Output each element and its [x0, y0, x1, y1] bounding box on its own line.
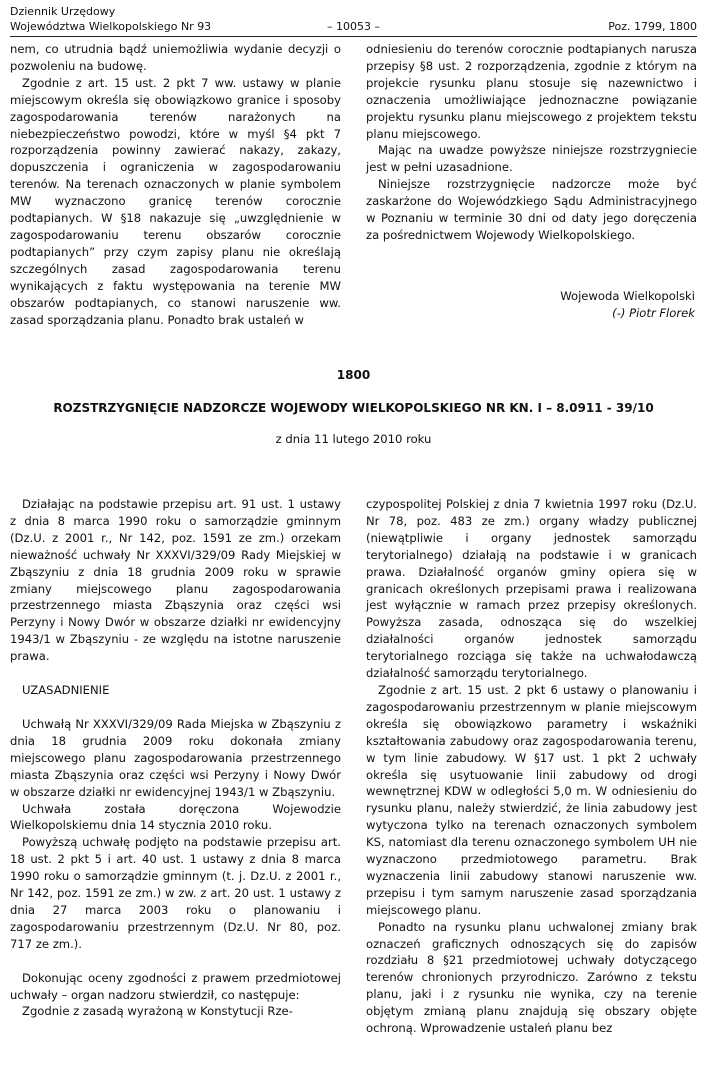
- act-title: ROZSTRZYGNIĘCIE NADZORCZE WOJEWODY WIELKOPOLSKIEGO NR KN. I – 8.0911 - 39/10: [53, 401, 654, 415]
- paragraph: Powyższą uchwałę podjęto na podstawie przepisu art. 18 ust. 2 pkt 5 i art. 40 ust. 1 ustawy z dnia 8 marca 1990 roku o samorządzie gminnym (t. j. Dz.U. z 2001 r., Nr 142, poz. 1591 ze zm.) w zw. z art. 20 ust. 1 ustawy z dnia 27 marca 2003 roku o planowaniu i zagospodarowaniu przestrzennym (Dz.U. Nr 80, poz. 717 ze zm.).: [10, 835, 341, 951]
- paragraph: Zgodnie z zasadą wyrażoną w Konstytucji Rze-: [22, 1004, 293, 1019]
- paragraph: Dokonując oceny zgodności z prawem przedmiotowej uchwały – organ nadzoru stwierdził, co następuje:: [10, 970, 341, 1002]
- signature-block: [395, 288, 695, 322]
- paragraph: Działając na podstawie przepisu art. 91 ust. 1 ustawy z dnia 8 marca 1990 roku o samorządzie gminnym (Dz.U. z 2001 r., Nr 142, poz. 1591 ze zm.) orzekam nieważność uchwały Nr XXXVI/329/09 Rady Miejskiej w Zbąszyniu z dnia 18 grudnia 2009 roku w sprawie zmiany miejscowego planu zagospodarowania przestrzennego miasta Zbąszynia oraz części wsi Perzyny i Nowy Dwór w obszarze działki nr ewidencyjny 1943/1 w Zbąszyniu - ze względu na istotne naruszenie prawa.: [10, 497, 341, 664]
- position-number: Poz. 1799, 1800: [608, 20, 697, 33]
- paragraph: Ponadto na rysunku planu uchwalonej zmiany brak oznaczeń graficznych odnoszących się do zapisów rozdziału 8 §21 przedmiotowej uchwały dotyczącego terenów chronionych przyrodniczo. Zarówno z tekstu planu, jaki i z rysunku nie wynika, czy na terenie objętym zmianą planu znajdują się obszary objęte ochroną. Wprowadzenie ustaleń planu bez: [366, 919, 697, 1036]
- spacer: [10, 665, 341, 682]
- page-number: – 10053 –: [327, 20, 380, 33]
- signature-name: (-) Piotr Florek: [612, 305, 695, 320]
- paragraph: Uchwała została doręczona Wojewodzie Wielkopolskiemu dnia 14 stycznia 2010 roku.: [10, 801, 341, 833]
- spacer: [10, 699, 341, 716]
- paragraph: nem, co utrudnia bądź uniemożliwia wydanie decyzji o pozwoleniu na budowę.: [10, 42, 341, 73]
- act-date: z dnia 11 lutego 2010 roku: [275, 432, 432, 446]
- act-number: 1800: [336, 368, 371, 382]
- paragraph: Zgodnie z art. 15 ust. 2 pkt 7 ww. ustawy w planie miejscowym określa się obowiązkowo granice i sposoby zagospodarowania terenów narażonych na niebezpieczeństwo powodzi, które w myśl §4 pkt 7 rozporządzenia powinny zawierać nakazy, zakazy, dopuszczenia i ograniczenia w zagospodarowaniu terenów. Na terenach oznaczonych w planie symbolem MW wyznaczono granicę terenów corocznie podtapianych. W §18 nakazuje się „uwzględnienie w zagospodarowaniu terenu obszarów corocznie podtapianych” przy czym zapisy planu nie określają szczególnych zasad zagospodarowania terenu wynikających z faktu występowania na terenie MW obszarów podtapianych, co stanowi naruszenie ww. zasad sporządzania planu. Ponadto brak ustaleń w: [10, 75, 341, 327]
- act-left-column: [10, 496, 341, 1020]
- spacer: [10, 953, 341, 970]
- paragraph: Zgodnie z art. 15 ust. 2 pkt 6 ustawy o planowaniu i zagospodarowaniu przestrzennym w planie miejscowym określa się obowiązkowo parametry i wskaźniki kształtowania zabudowy oraz zagospodarowania terenu, w tym linie zabudowy. W §17 ust. 1 pkt 2 uchwały określa się usytuowanie linii zabudowy od drogi wewnętrznej KDW w odległości 5,0 m. W odniesieniu do rysunku planu, należy stwierdzić, że linia zabudowy jest wytyczona tylko na terenach oznaczonych symbolem KS, natomiast dla terenu oznaczonego symbolem UH nie wyznaczono przedmiotowego parametru. Brak wyznaczenia linii zabudowy stanowi naruszenie ww. przepisu i tym samym naruszenie zasad sporządzania miejscowego planu.: [366, 682, 697, 917]
- prev-act-left-column: [10, 41, 341, 328]
- section-heading: UZASADNIENIE: [22, 683, 110, 698]
- header-divider: [10, 36, 697, 37]
- journal-name-line2: Województwa Wielkopolskiego Nr 93: [10, 20, 212, 33]
- paragraph: Mając na uwadze powyższe niniejsze rozstrzygniecie jest w pełni uzasadnione.: [366, 143, 697, 175]
- act-right-column: [366, 496, 697, 1037]
- prev-act-right-column: [366, 41, 697, 244]
- paragraph: Uchwałą Nr XXXVI/329/09 Rada Miejska w Zbąszyniu z dnia 18 grudnia 2009 roku dokonała zmiany miejscowego planu zagospodarowania przestrzennego miasta Zbąszynia oraz części wsi Perzyny i Nowy Dwór w obszarze działki nr ewidencyjnej 1943/1 w Zbąszyniu.: [10, 716, 341, 799]
- journal-name-line1: Dziennik Urzędowy: [10, 5, 116, 18]
- paragraph: odniesieniu do terenów corocznie podtapianych narusza przepisy §8 ust. 2 rozporządzenia, zgodnie z którym na projekcie rysunku planu stosuje się nazewnictwo i oznaczenia umożliwiające jednoznaczne powiązanie projektu rysunku planu miejscowego z projektem tekstu planu miejscowego.: [366, 42, 697, 141]
- signature-title: Wojewoda Wielkopolski: [560, 289, 695, 303]
- paragraph: czypospolitej Polskiej z dnia 7 kwietnia 1997 roku (Dz.U. Nr 78, poz. 483 ze zm.) organy władzy publicznej (niewątpliwie i organy jednostek samorządu terytorialnego) działają na podstawie i w granicach prawa. Działalność organów gminy opiera się w granicach określonych przepisami prawa i realizowana jest wyłącznie w ramach przez przepisy określonych. Powyższa zasada, odnosząca się do wszelkiej działalności organów jednostek samorządu terytorialnego rozciąga się także na uchwałodawczą działalność samorządu terytorialnego.: [366, 497, 697, 681]
- paragraph: Niniejsze rozstrzygnięcie nadzorcze może być zaskarżone do Wojewódzkiego Sądu Administracyjnego w Poznaniu w terminie 30 dni od daty jego doręczenia za pośrednictwem Wojewody Wielkopolskiego.: [366, 177, 697, 242]
